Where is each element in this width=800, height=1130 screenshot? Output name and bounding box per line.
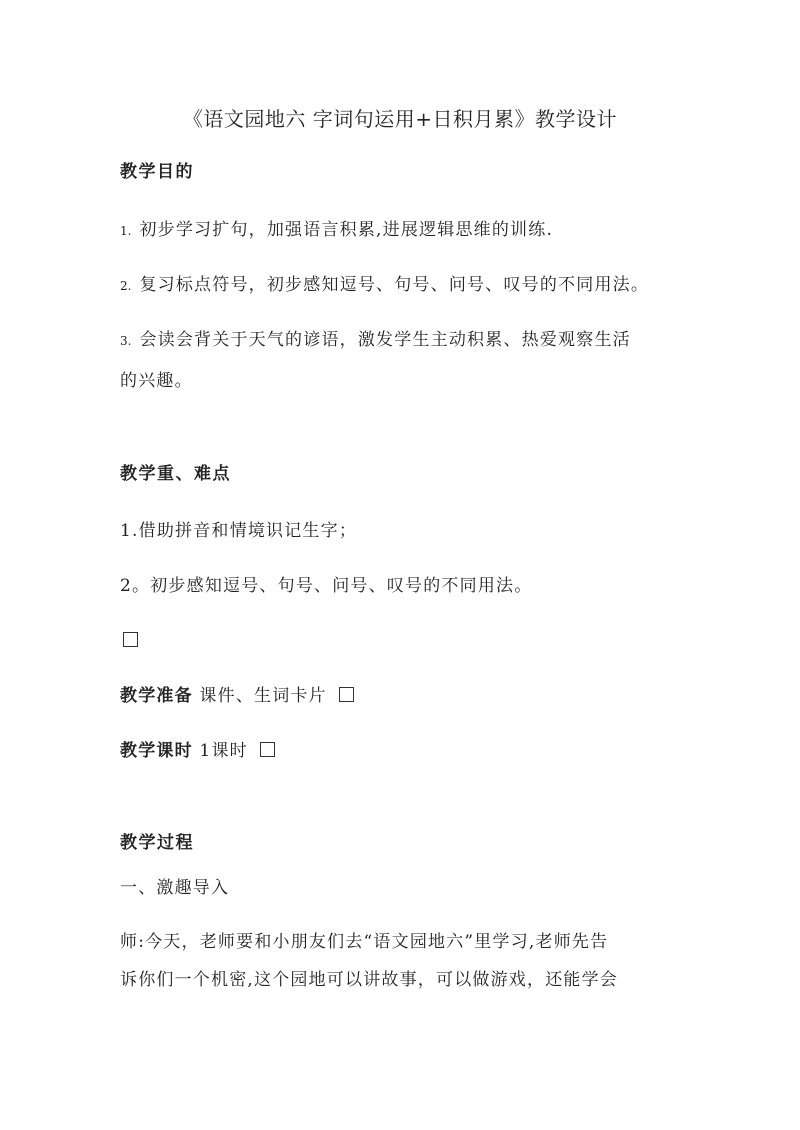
process-paragraph-line-2: 诉你们一个机密,这个园地可以讲故事，可以做游戏，还能学会 bbox=[120, 970, 619, 990]
objective-num: 2. bbox=[120, 279, 132, 293]
objective-text: 会读会背关于天气的谚语，激发学生主动积累、热爱观察生活 bbox=[139, 330, 631, 350]
preparation-value: 课件、生词卡片 bbox=[199, 686, 327, 706]
checkbox-square-icon bbox=[339, 687, 354, 702]
hours-value: 1课时 bbox=[199, 741, 248, 761]
objective-num: 3. bbox=[120, 334, 132, 348]
objective-item-3 bbox=[120, 325, 631, 356]
objective-num: 1. bbox=[120, 224, 132, 238]
checkbox-line bbox=[120, 626, 138, 656]
process-section-1: 一、激趣导入 bbox=[120, 878, 230, 898]
objectives-heading: 教学目的 bbox=[120, 162, 194, 182]
objective-item-1 bbox=[120, 215, 553, 246]
process-heading: 教学过程 bbox=[120, 833, 194, 853]
process-paragraph-line-1: 师:今天，老师要和小朋友们去“语文园地六”里学习,老师先告 bbox=[120, 932, 609, 952]
key-point-item-1: 1.借助拼音和情境识记生字； bbox=[120, 521, 358, 541]
key-point-item-2: 2。初步感知逗号、句号、问号、叹号的不同用法。 bbox=[120, 576, 533, 596]
objective-text: 初步学习扩句，加强语言积累,进展逻辑思维的训练. bbox=[139, 220, 554, 240]
objective-text: 复习标点符号，初步感知逗号、句号、问号、叹号的不同用法。 bbox=[139, 275, 650, 295]
objective-item-2 bbox=[120, 270, 649, 301]
document-title: 《语文园地六 字词句运用+日积月累》教学设计 bbox=[182, 107, 618, 131]
key-points-heading: 教学重、难点 bbox=[120, 464, 231, 484]
checkbox-square-icon bbox=[260, 742, 275, 757]
objective-item-3-continuation: 的兴趣。 bbox=[120, 371, 193, 391]
preparation-line bbox=[120, 681, 354, 711]
hours-line bbox=[120, 736, 275, 766]
preparation-label: 教学准备 bbox=[120, 686, 193, 706]
hours-label: 教学课时 bbox=[120, 741, 193, 761]
checkbox-square-icon bbox=[123, 632, 138, 647]
